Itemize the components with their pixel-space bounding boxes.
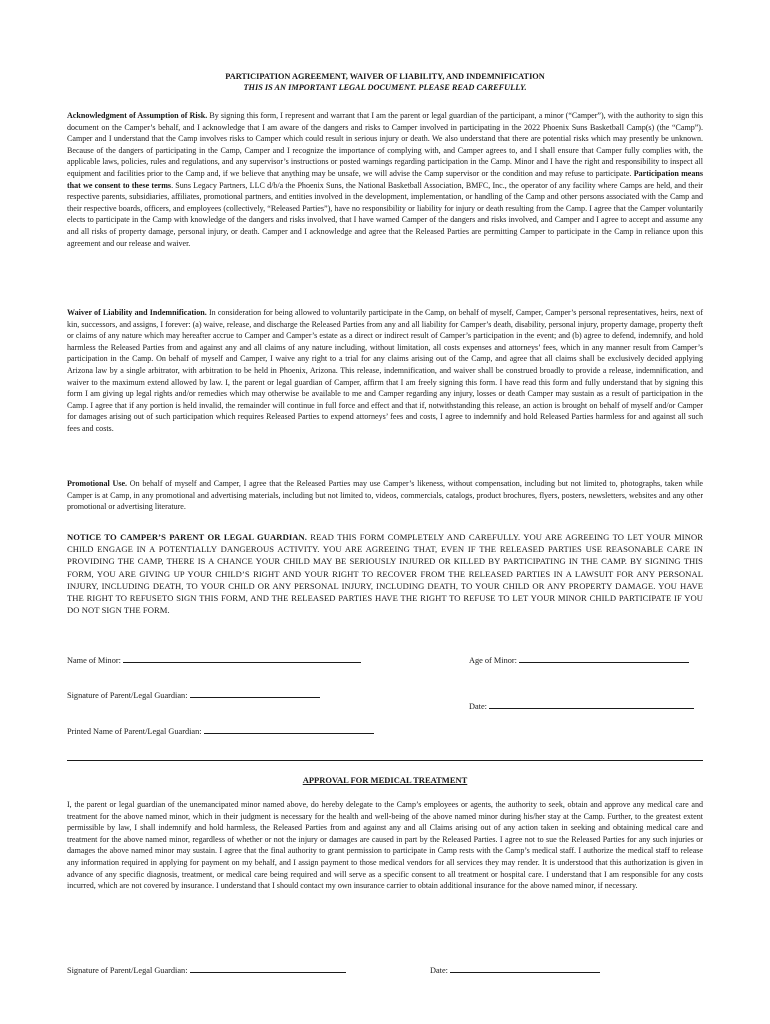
medical-treatment-text: I, the parent or legal guardian of the unemancipated minor named above, do hereby delegate to the Camp’s employees or agents, the authority to seek, obtain and approve any medical care and treatment for the above named minor, which in their judgment is necessary for the health and well-being of the above named minor during his/her stay at the Camp. Further, to the greatest extent permissible by law, I shall indemnify and hold harmless, the Released Parties from and against any and all Claims arising out of any action taken in seeking and obtaining medical care and treatment for the above named minor, regardless of whether or not the injury or damages are caused in part by the Released Parties. I agree not to sue the Released Parties for any such injuries or damages the above named minor may sustain. I agree that the final authority to grant permission to participate in Camp rests with the Camp’s medical staff. I authorize the medical staff to release any information required in applying for payment on my behalf, and I assign payment to those medical vendors for all services they may render. It is understood that this authorization is given in advance of any specific diagnosis, treatment, or medical care being required and will serve as a specific consent to all treatment or hospital care. I understand that I am responsible for any costs incurred, which are not covered by insurance. I understand that I should contact my own insurance carrier to obtain additional insurance for the above named minor, if necessary. [67,800,703,891]
notice-text: READ THIS FORM COMPLETELY AND CAREFULLY. YOU ARE AGREEING TO LET YOUR MINOR CHILD ENGAGE IN A POTENTIALLY DANGEROUS ACTIVITY. YOU ARE AGREEING THAT, EVEN IF THE RELEASED PARTIES USE REASONABLE CARE IN PROVIDING THE CAMP, THERE IS A CHANCE YOUR CHILD MAY BE SERIOUSLY INJURED OR KILLED BY PARTICIPATING IN THE CAMP. BY SIGNING THIS FORM, YOU ARE GIVING UP YOUR CHILD’S RIGHT AND YOUR RIGHT TO RECOVER FROM THE RELEASED PARTIES IN A LAWSUIT FOR ANY PERSONAL INJURY, INCLUDING DEATH, TO YOUR CHILD OR ANY PERSONAL INJURY, INCLUDING DEATH, TO YOUR CHILD OR ANY PROPERTY DAMAGE. YOU HAVE THE RIGHT TO REFUSETO SIGN THIS FORM, AND THE RELEASED PARTIES HAVE THE RIGHT TO REFUSE TO LET YOUR MINOR CHILD PARTICIPATE IF YOU DO NOT SIGN THE FORM. [67,532,703,616]
name-of-minor-line[interactable] [123,654,361,663]
medical-date-label: Date: [430,966,448,975]
waiver-section [67,307,703,435]
waiver-text: In consideration for being allowed to voluntarily participate in the Camp, on behalf of myself, Camper, Camper’s personal representatives, heirs, next of kin, successors, and assigns, I forever: (a) waive, release, and discharge the Released Parties from any and all liability for Camper’s death, disability, personal injury, property damage, property theft or claims of any nature which may hereafter accrue to Camper and Camper’s estate as a direct or indirect result of Camper’s participation in the event; and (b) agree to defend, indemnify, and hold harmless the Released Parties from and against any and all claims of any nature including, without limitation, all costs expenses and attorneys’ fees, which in any manner result from Camper’s participation in the Camp. On behalf of myself and Camper, I waive any right to a trial for any claims arising out of the Camp, and agree that all claims shall be exclusively decided applying Arizona law by a single arbitrator, with arbitration to be held in Phoenix, Arizona. This release, indemnification, and waiver shall be construed broadly to provide a release, indemnification, and waiver to the maximum extend allowed by law. I, the parent or legal guardian of Camper, affirm that I am freely signing this form. I have read this form and fully understand that by signing this form I am giving up legal rights and/or remedies which may otherwise be available to me and Camper regarding any injury, losses or death Camper may sustain as a result of participation in the Camp. I agree that if any portion is held invalid, the remainder will continue in full force and effect and that if, notwithstanding this release, an action is brought on behalf of myself and/or Camper for damages arising out of such participation which requires Released Parties to expend attorneys’ fees and costs, I agree to indemnify and hold Released Parties harmless for and against all such fees and costs. [67,308,703,433]
medical-treatment-heading: APPROVAL FOR MEDICAL TREATMENT [302,775,468,785]
medical-date-line[interactable] [450,964,600,973]
guardian-signature-field[interactable] [67,689,320,701]
assumption-of-risk-section [67,110,703,249]
date-line[interactable] [489,700,694,709]
assumption-text-2: . Suns Legacy Partners, LLC d/b/a the Phoenix Suns, the National Basketball Association, BMFC, Inc., the operator of any facility where Camps are held, and their respective parents, subsidiaries, affiliates, promotional partners, and entities involved in the development, implementation, or handling of the Camp and other persons associated with the Camp and their respective boards, officers, and employees (collectively, “Released Parties”), have no responsibility or liability for injury or death resulting from the Camp. I agree that the Camper voluntarily elects to participate in the Camp with knowledge of the dangers and risks involved, that I have warned Camper of the dangers and risks involved, and Camper and I agree to accept and assume any and all risks of property damage, personal injury, or death. Camper and I acknowledge and agree that the Released Parties are permitting Camper to participate in the Camp in reliance upon this agreement and our release and waiver. [67,180,703,248]
promotional-text: On behalf of myself and Camper, I agree that the Released Parties may use Camper’s likeness, without compensation, including but not limited to, photographs, taken while Camper is at Camp, in any promotional and advertising materials, including but not limited to, videos, commercials, catalogs, product brochures, flyers, posters, newsletters, websites and any other promotional or advertising literature. [67,479,703,512]
name-of-minor-label: Name of Minor: [67,656,121,665]
section-divider [67,760,703,761]
assumption-text-1: By signing this form, I represent and warrant that I am the parent or legal guardian of the participant, a minor (“Camper”), with the authority to sign this document on the Camper’s behalf, and I acknowledge that I am aware of the dangers and risks to Camper involved in participating in the 2022 Phoenix Suns Basketball Camp(s) (the “Camp”). Camper and I understand that the Camp involves risks to Camper which could result in serious injury or death. We also understand that there are potential risks which may presently be unknown. Because of the dangers of participating in the Camp, Camper and I recognize the importance of complying with, and Camper agrees to, and I shall ensure that Camper fully complies with, the applicable laws, policies, rules and regulations, and any supervisor’s instructions or posted warnings regarding participation in the Camp. Minor and I have the right and responsibility to inspect all equipment and facilities prior to the Camp and, if we believe that anything may be unsafe, we will advise the Camp supervisor or the condition and may refuse to participate. [67,111,703,178]
printed-name-label: Printed Name of Parent/Legal Guardian: [67,727,202,736]
date-field[interactable] [469,700,694,712]
promotional-use-section [67,478,703,513]
medical-signature-field[interactable] [67,964,346,976]
waiver-heading: Waiver of Liability and Indemnification. [67,308,207,317]
age-of-minor-label: Age of Minor: [469,656,517,665]
notice-section [67,531,703,616]
assumption-heading: Acknowledgment of Assumption of Risk. [67,111,208,120]
medical-signature-label: Signature of Parent/Legal Guardian: [67,966,188,975]
date-label: Date: [469,702,487,711]
age-of-minor-field[interactable] [469,654,689,666]
document-title: PARTICIPATION AGREEMENT, WAIVER OF LIABILITY, AND INDEMNIFICATION [225,72,545,81]
age-of-minor-line[interactable] [519,654,689,663]
guardian-signature-label: Signature of Parent/Legal Guardian: [67,691,188,700]
medical-signature-line[interactable] [190,964,346,973]
assumption-bold-clause: Participation means that we consent to these terms [67,168,703,190]
medical-date-field[interactable] [430,964,600,976]
printed-name-line[interactable] [204,725,374,734]
notice-heading: NOTICE TO CAMPER’S PARENT OR LEGAL GUARDIAN. [67,532,307,542]
guardian-signature-line[interactable] [190,689,320,698]
promotional-heading: Promotional Use. [67,479,128,488]
printed-name-field[interactable] [67,725,374,737]
name-of-minor-field[interactable] [67,654,361,666]
document-subtitle: THIS IS AN IMPORTANT LEGAL DOCUMENT. PLEASE READ CAREFULLY. [243,83,527,92]
